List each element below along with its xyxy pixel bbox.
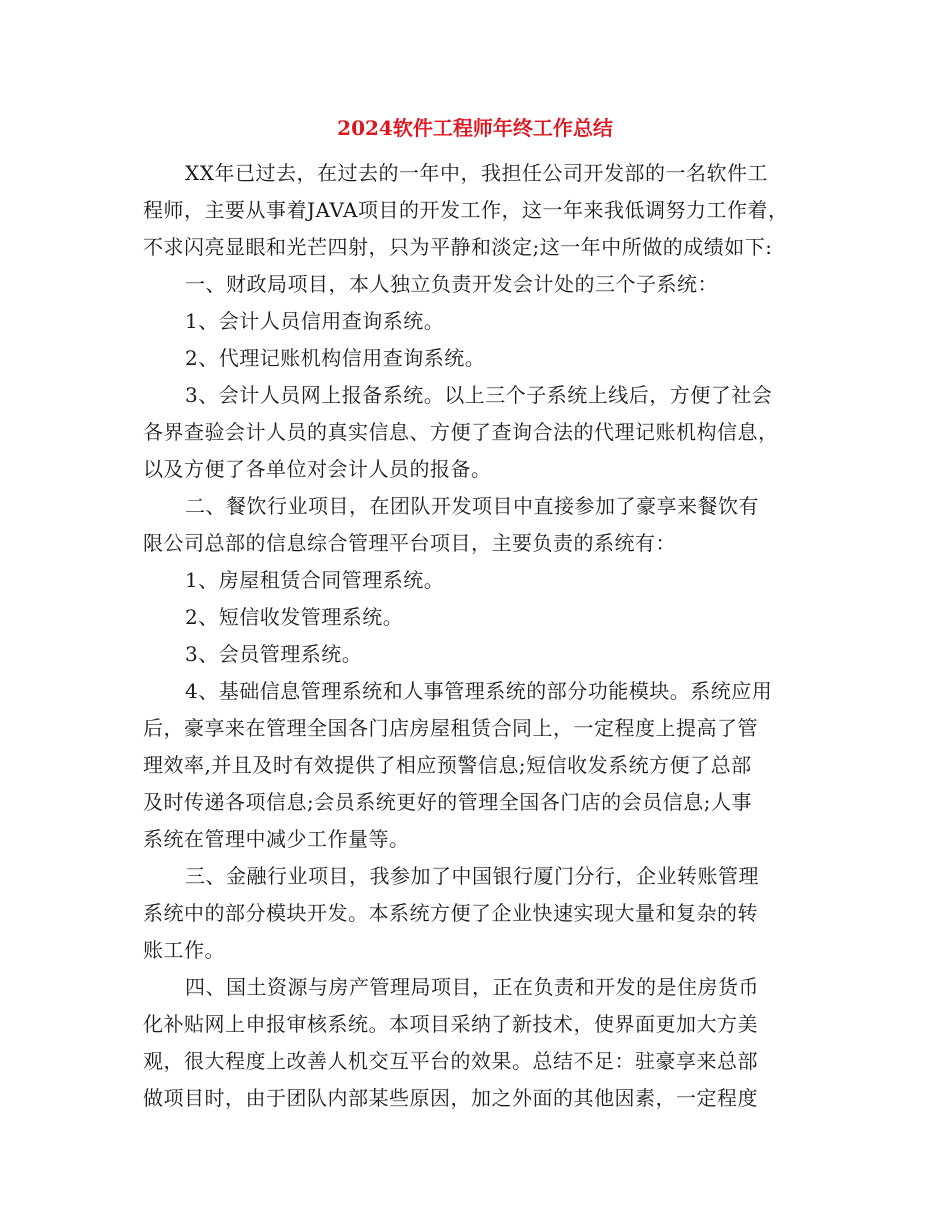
- paragraph-line: 四、国土资源与房产管理局项目，正在负责和开发的是住房货币: [185, 975, 759, 999]
- paragraph-line: 三、金融行业项目，我参加了中国银行厦门分行，企业转账管理: [185, 864, 759, 888]
- paragraph-line: 观，很大程度上改善人机交互平台的效果。总结不足：驻豪享来总部: [143, 1049, 758, 1073]
- paragraph-line: 理效率,并且及时有效提供了相应预警信息;短信收发系统方便了总部: [143, 753, 752, 777]
- paragraph-line: 3、会计人员网上报备系统。以上三个子系统上线后，方便了社会: [185, 383, 773, 407]
- paragraph-line: 化补贴网上申报审核系统。本项目采纳了新技术，使界面更加大方美: [143, 1012, 758, 1036]
- paragraph-line: 系统在管理中减少工作量等。: [143, 827, 410, 851]
- paragraph-line: 1、会计人员信用查询系统。: [185, 309, 445, 333]
- paragraph-line: 程师，主要从事着JAVA项目的开发工作，这一年来我低调努力工作着，: [143, 198, 789, 222]
- paragraph-line: 一、财政局项目，本人独立负责开发会计处的三个子系统：: [185, 272, 718, 296]
- paragraph-line: 2、短信收发管理系统。: [185, 605, 404, 629]
- paragraph-line: 各界查验会计人员的真实信息、方便了查询合法的代理记账机构信息，: [143, 420, 779, 444]
- paragraph-line: 账工作。: [143, 938, 225, 962]
- paragraph-line: 及时传递各项信息;会员系统更好的管理全国各门店的会员信息;人事: [143, 790, 752, 814]
- paragraph-line: 后，豪享来在管理全国各门店房屋租赁合同上，一定程度上提高了管: [143, 716, 758, 740]
- paragraph-line: 以及方便了各单位对会计人员的报备。: [143, 457, 492, 481]
- paragraph-line: 限公司总部的信息综合管理平台项目，主要负责的系统有：: [143, 531, 676, 555]
- paragraph-line: 3、会员管理系统。: [185, 642, 363, 666]
- paragraph-line: XX年已过去，在过去的一年中，我担任公司开发部的一名软件工: [185, 161, 768, 185]
- paragraph-line: 做项目时，由于团队内部某些原因，加之外面的其他因素，一定程度: [143, 1086, 758, 1110]
- paragraph-line: 4、基础信息管理系统和人事管理系统的部分功能模块。系统应用: [185, 679, 773, 703]
- paragraph-line: 1、房屋租赁合同管理系统。: [185, 568, 445, 592]
- paragraph-line: 系统中的部分模块开发。本系统方便了企业快速实现大量和复杂的转: [143, 901, 758, 925]
- document-title: 2024软件工程师年终工作总结: [337, 116, 613, 140]
- paragraph-line: 不求闪亮显眼和光芒四射，只为平静和淡定;这一年中所做的成绩如下:: [143, 235, 773, 259]
- paragraph-line: 二、餐饮行业项目，在团队开发项目中直接参加了豪享来餐饮有: [185, 494, 759, 518]
- paragraph-line: 2、代理记账机构信用查询系统。: [185, 346, 486, 370]
